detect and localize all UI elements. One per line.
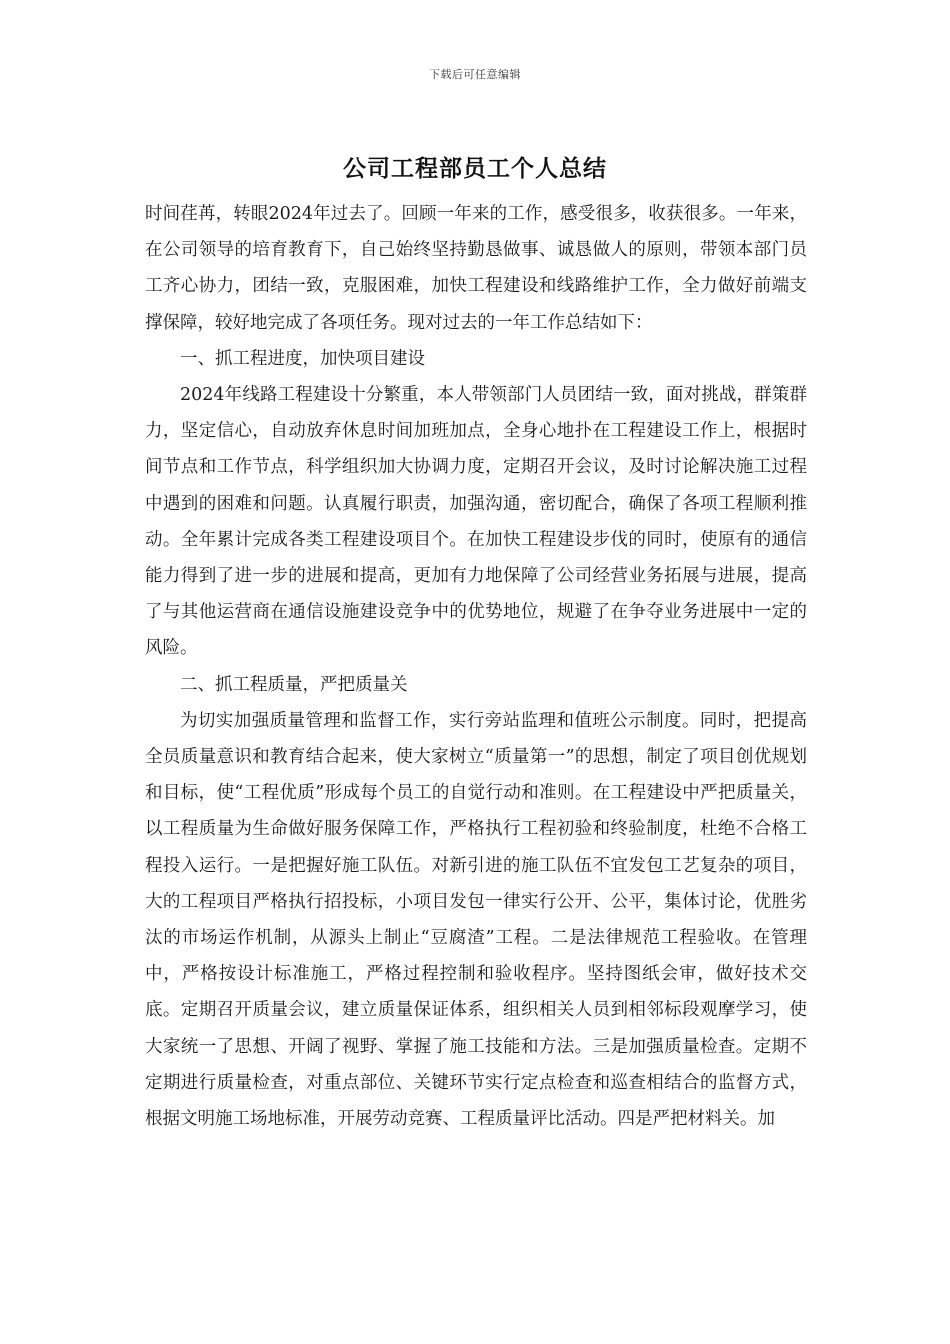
paragraph-section-1: 2024年线路工程建设十分繁重，本人带领部门人员团结一致，面对挑战，群策群力，坚定信心，自动放弃休息时间加班加点，全身心地扑在工程建设工作上，根据时间节点和工作节点，科学组织加大协调力度，定期召开会议，及时讨论解决施工过程中遇到的困难和问题。认真履行职责，加强沟通，密切配合，确保了各项工程顺利推动。全年累计完成各类工程建设项目个。在加快工程建设步伐的同时，使原有的通信能力得到了进一步的进展和提高，更加有力地保障了公司经营业务拓展与进展，提高了与其他运营商在通信设施建设竞争中的优势地位，规避了在争夺业务进展中一定的风险。: [145, 385, 807, 659]
section-heading-2: 二、抓工程质量，严把质量关: [180, 674, 408, 695]
document-body: [145, 196, 807, 1137]
section-heading-1: 一、抓工程进度，加快项目建设: [180, 348, 425, 369]
paragraph-section-2: 为切实加强质量管理和监督工作，实行旁站监理和值班公示制度。同时，把提高全员质量意识和教育结合起来，使大家树立“质量第一”的思想，制定了项目创优规划和目标，使“工程优质”形成每个员工的自觉行动和准则。在工程建设中严把质量关，以工程质量为生命做好服务保障工作，严格执行工程初验和终验制度，杜绝不合格工程投入运行。一是把握好施工队伍。对新引进的施工队伍不宜发包工艺复杂的项目，大的工程项目严格执行招投标，小项目发包一律实行公开、公平，集体讨论，优胜劣汰的市场运作机制，从源头上制止“豆腐渣”工程。二是法律规范工程验收。在管理中，严格按设计标准施工，严格过程控制和验收程序。坚持图纸会审，做好技术交底。定期召开质量会议，建立质量保证体系，组织相关人员到相邻标段观摩学习，使大家统一了思想、开阔了视野、掌握了施工技能和方法。三是加强质量检查。定期不定期进行质量检查，对重点部位、关键环节实行定点检查和巡查相结合的监督方式，根据文明施工场地标准，开展劳动竞赛、工程质量评比活动。四是严把材料关。加: [145, 710, 807, 1130]
document-title: 公司工程部员工个人总结: [343, 155, 607, 182]
paragraph-intro: 时间荏苒，转眼2024年过去了。回顾一年来的工作，感受很多，收获很多。一年来，在公司领导的培育教育下，自己始终坚持勤恳做事、诚恳做人的原则，带领本部门员工齐心协力，团结一致，克服困难，加快工程建设和线路维护工作，全力做好前端支撑保障，较好地完成了各项任务。现对过去的一年工作总结如下：: [145, 204, 807, 333]
header-note: 下载后可任意编辑: [429, 68, 521, 81]
